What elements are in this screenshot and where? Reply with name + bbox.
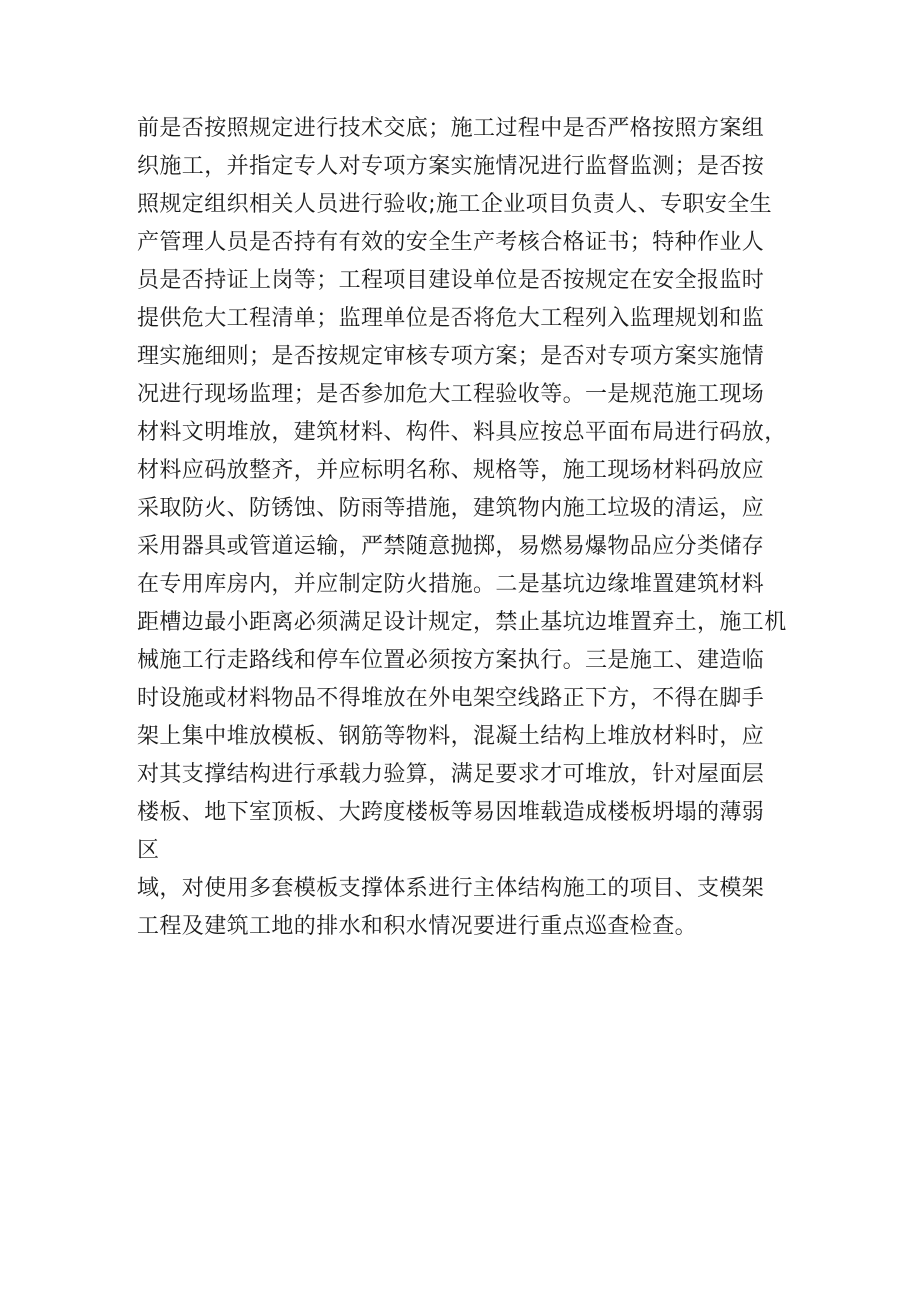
text-line: 员是否持证上岗等；工程项目建设单位是否按规定在安全报监时 [137, 268, 765, 293]
text-line: 况进行现场监理；是否参加危大工程验收等。一是规范施工现场 [137, 382, 765, 407]
text-line: 照规定组织相关人员进行验收;施工企业项目负责人、专职安全生 [137, 192, 773, 217]
text-line: 工程及建筑工地的排水和积水情况要进行重点巡查检查。 [137, 914, 698, 939]
text-line: 产管理人员是否持有有效的安全生产考核合格证书；特种作业人 [137, 230, 765, 255]
text-line: 提供危大工程清单；监理单位是否将危大工程列入监理规划和监 [137, 306, 765, 331]
text-line: 楼板、地下室顶板、大跨度楼板等易因堆载造成楼板坍塌的薄弱 [137, 800, 765, 825]
text-line: 距槽边最小距离必须满足设计规定，禁止基坑边堆置弃土，施工机 [137, 610, 787, 635]
body-text [137, 110, 797, 946]
text-line: 材料应码放整齐，并应标明名称、规格等，施工现场材料码放应 [137, 458, 765, 483]
text-line: 采用器具或管道运输，严禁随意抛掷，易燃易爆物品应分类储存 [137, 534, 765, 559]
text-line: 对其支撑结构进行承载力验算，满足要求才可堆放，针对屋面层 [137, 762, 765, 787]
text-line: 织施工，并指定专人对专项方案实施情况进行监督监测；是否按 [137, 154, 765, 179]
text-line: 架上集中堆放模板、钢筋等物料，混凝土结构上堆放材料时，应 [137, 724, 765, 749]
text-line: 区 [137, 838, 160, 863]
text-line: 械施工行走路线和停车位置必须按方案执行。三是施工、建造临 [137, 648, 765, 673]
text-line: 域，对使用多套模板支撑体系进行主体结构施工的项目、支模架 [137, 876, 765, 901]
text-line: 在专用库房内，并应制定防火措施。二是基坑边缘堆置建筑材料 [137, 572, 765, 597]
text-line: 理实施细则；是否按规定审核专项方案；是否对专项方案实施情 [137, 344, 765, 369]
text-line: 前是否按照规定进行技术交底；施工过程中是否严格按照方案组 [137, 116, 765, 141]
text-line: 材料文明堆放，建筑材料、构件、料具应按总平面布局进行码放， [137, 420, 787, 445]
text-line: 时设施或材料物品不得堆放在外电架空线路正下方，不得在脚手 [137, 686, 765, 711]
text-line: 采取防火、防锈蚀、防雨等措施，建筑物内施工垃圾的清运，应 [137, 496, 765, 521]
